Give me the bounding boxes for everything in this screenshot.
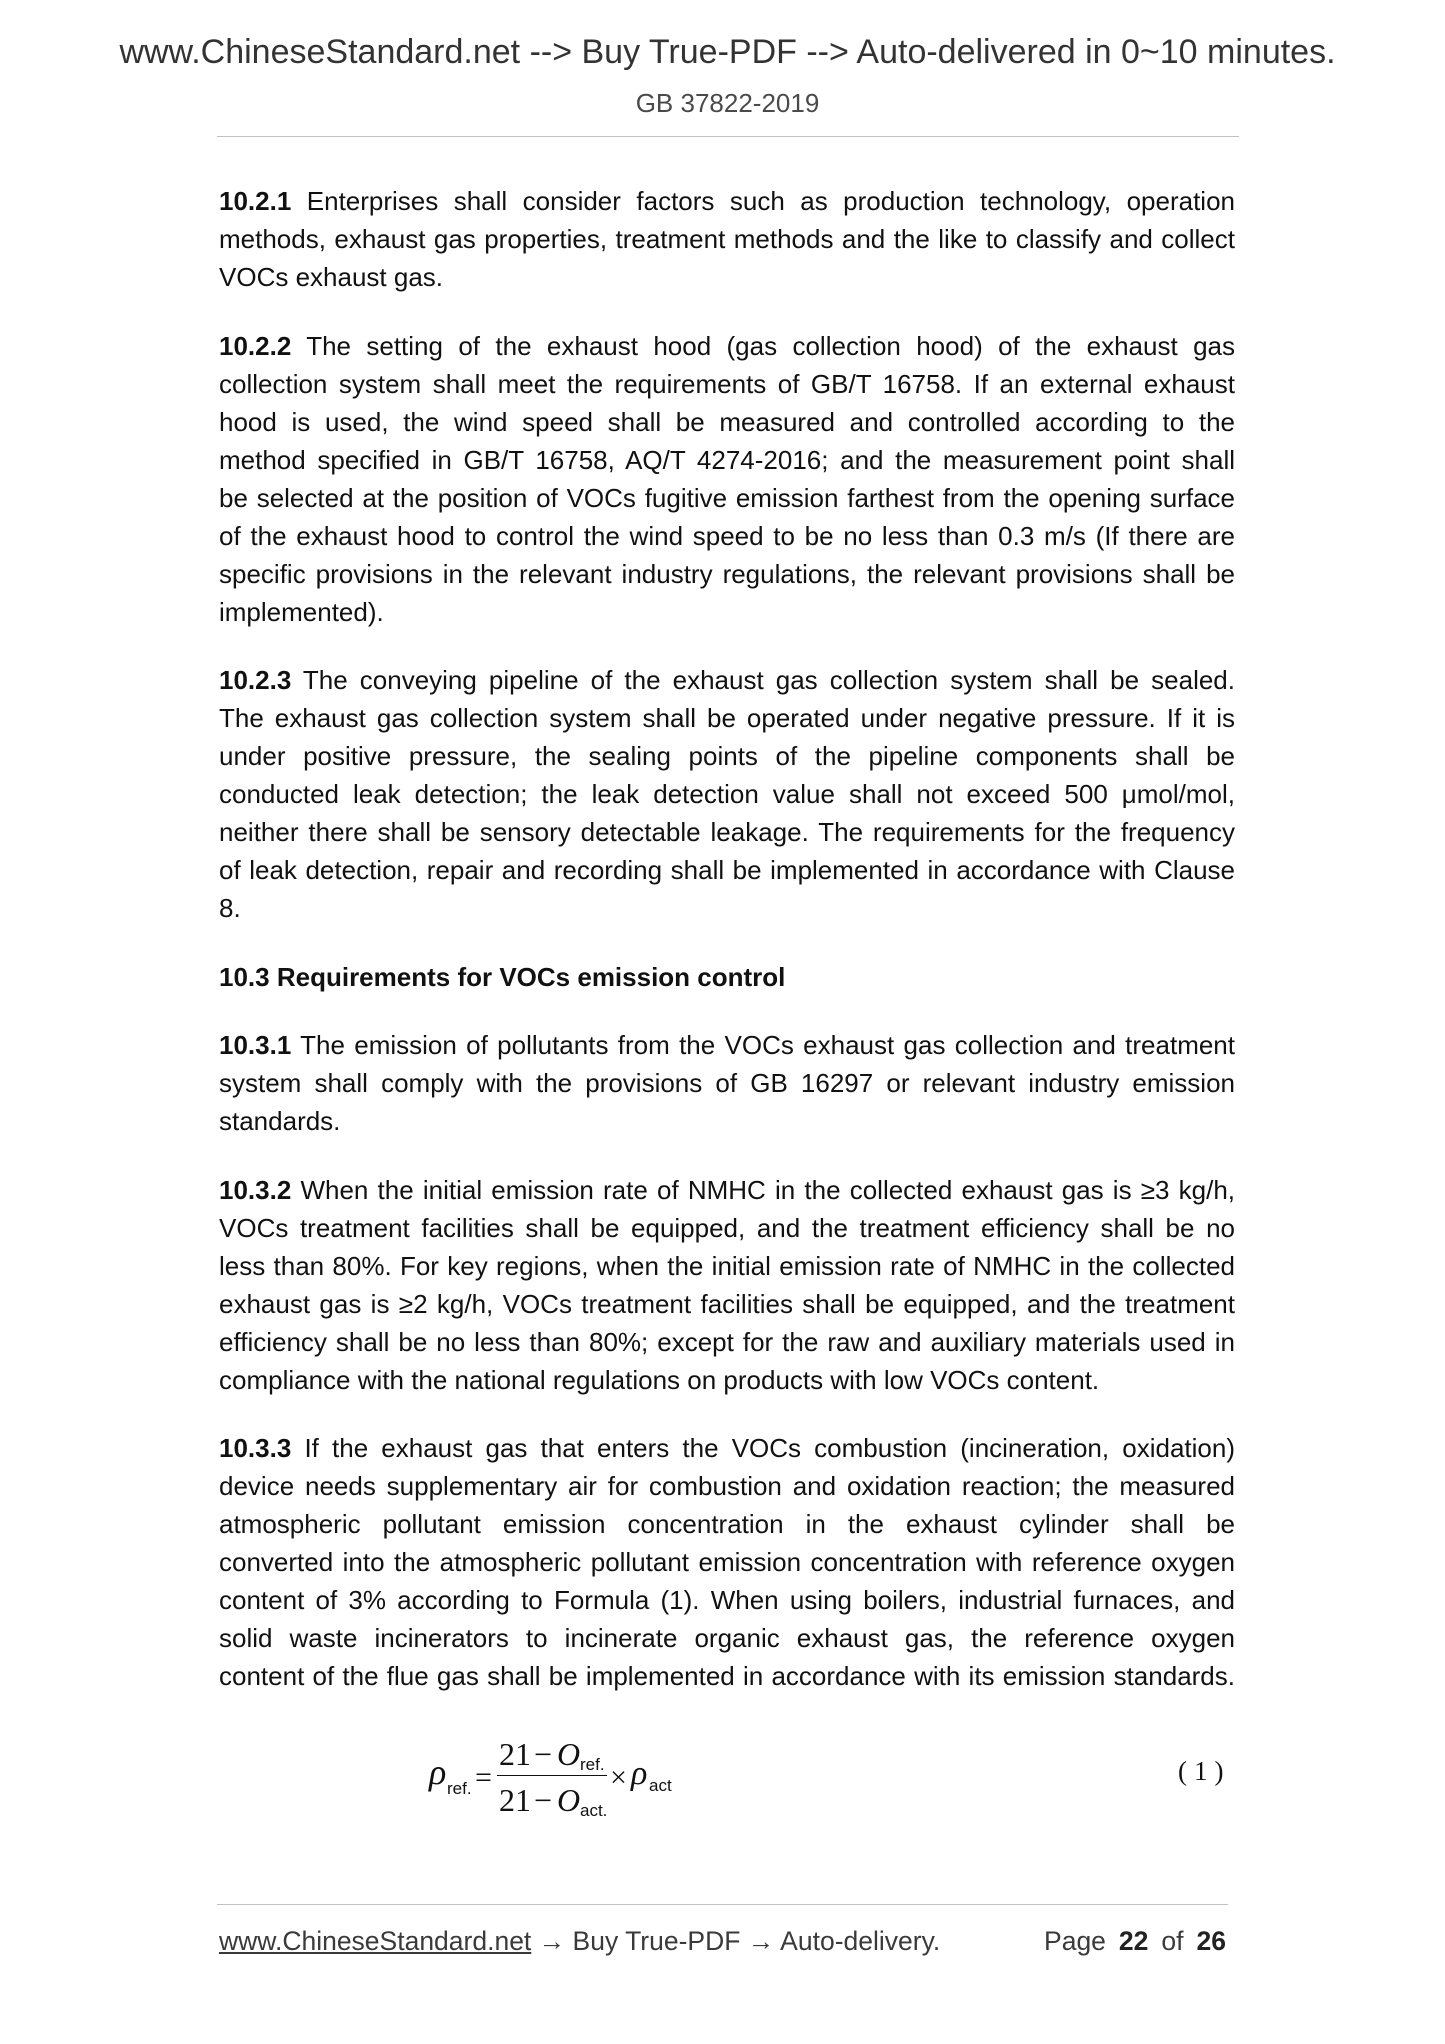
footer-divider bbox=[217, 1904, 1228, 1905]
clause-text: When the initial emission rate of NMHC in the collected exhaust gas is ≥3 kg/h, bbox=[300, 1174, 1235, 1205]
text-line: system shall comply with the provisions of GB 16297 or relevant industry emission bbox=[219, 1068, 1235, 1098]
text-line: VOCs treatment facilities shall be equipped, and the treatment efficiency shall be no bbox=[219, 1212, 1235, 1243]
text-line: VOCs exhaust gas. bbox=[219, 262, 443, 292]
text-line: content of 3% according to Formula (1). When using boilers, industrial furnaces, and bbox=[219, 1585, 1235, 1615]
clause-10-3-3 bbox=[219, 1429, 1235, 1695]
text-line: of the exhaust hood to control the wind speed to be no less than 0.3 m/s (If there are bbox=[219, 520, 1235, 551]
text-line: 8. bbox=[219, 893, 241, 923]
heading-line bbox=[219, 958, 1235, 996]
formula-denominator-subscript: act. bbox=[580, 1801, 608, 1820]
formula-denominator-oxygen: O bbox=[557, 1782, 581, 1818]
text-line: compliance with the national regulations on products with low VOCs content. bbox=[219, 1364, 1100, 1395]
text-line bbox=[219, 661, 1235, 699]
text-line bbox=[219, 1171, 1235, 1209]
text-line: method specified in GB/T 16758, AQ/T 4274-2016; and the measurement point shall bbox=[219, 444, 1235, 475]
clause-10-2-1 bbox=[219, 182, 1235, 296]
clause-number: 10.3.1 bbox=[219, 1030, 292, 1060]
formula-denominator-constant: 21 bbox=[499, 1782, 531, 1818]
header-banner: www.ChineseStandard.net --> Buy True-PDF --> Auto-delivered in 0~10 minutes. bbox=[119, 33, 1336, 71]
clause-text: If the exhaust gas that enters the VOCs combustion (incineration, oxidation) bbox=[304, 1433, 1235, 1463]
text-line: converted into the atmospheric pollutant emission concentration with reference oxygen bbox=[219, 1547, 1235, 1577]
formula-numerator-subscript: ref. bbox=[580, 1755, 605, 1774]
text-line bbox=[219, 1026, 1235, 1064]
clause-10-2-3 bbox=[219, 661, 1235, 927]
formula-denominator-minus: − bbox=[534, 1782, 553, 1818]
text-line: The exhaust gas collection system shall be operated under negative pressure. If it is bbox=[219, 703, 1235, 733]
document-body bbox=[219, 182, 1235, 1726]
clause-number: 10.3.3 bbox=[219, 1433, 292, 1463]
text-line: less than 80%. For key regions, when the initial emission rate of NMHC in the collected bbox=[219, 1250, 1235, 1281]
clause-number: 10.2.2 bbox=[219, 330, 292, 361]
text-line: efficiency shall be no less than 80%; except for the raw and auxiliary materials used in bbox=[219, 1326, 1235, 1357]
text-line: standards. bbox=[219, 1106, 341, 1136]
text-line bbox=[219, 1429, 1235, 1467]
text-line: content of the flue gas shall be implemented in accordance with its emission standards. bbox=[219, 1661, 1235, 1691]
page-of-label: of bbox=[1161, 1926, 1184, 1956]
text-line: of leak detection, repair and recording shall be implemented in accordance with Clause bbox=[219, 855, 1235, 885]
section-number: 10.3 bbox=[219, 961, 270, 992]
clause-10-3-2 bbox=[219, 1171, 1235, 1399]
section-heading bbox=[219, 958, 1235, 996]
clause-text: The conveying pipeline of the exhaust gas collection system shall be sealed. bbox=[302, 665, 1235, 695]
clause-text: The setting of the exhaust hood (gas collection hood) of the exhaust gas bbox=[306, 330, 1235, 361]
text-line: implemented). bbox=[219, 596, 384, 627]
text-line: under positive pressure, the sealing points of the pipeline components shall be bbox=[219, 741, 1235, 771]
formula-number: (1) bbox=[1178, 1756, 1231, 1786]
clause-10-3-1 bbox=[219, 1026, 1235, 1140]
clause-number: 10.2.1 bbox=[219, 186, 292, 216]
standard-code: GB 37822-2019 bbox=[635, 88, 820, 118]
clause-number: 10.3.2 bbox=[219, 1174, 292, 1205]
text-line bbox=[219, 182, 1235, 220]
footer-site-link[interactable]: www.ChineseStandard.net bbox=[219, 1926, 532, 1956]
text-line: atmospheric pollutant emission concentration in the exhaust cylinder shall be bbox=[219, 1509, 1235, 1539]
formula-equals: = bbox=[475, 1761, 492, 1794]
formula-lhs-rho: ρ bbox=[429, 1752, 447, 1792]
text-line: methods, exhaust gas properties, treatment methods and the like to classify and collect bbox=[219, 224, 1235, 254]
text-line bbox=[219, 327, 1235, 365]
page-label: Page bbox=[1044, 1926, 1106, 1956]
footer-promo bbox=[219, 1926, 940, 1956]
text-line: neither there shall be sensory detectable leakage. The requirements for the frequency bbox=[219, 817, 1235, 847]
text-line: solid waste incinerators to incinerate organic exhaust gas, the reference oxygen bbox=[219, 1623, 1235, 1653]
section-title: Requirements for VOCs emission control bbox=[276, 961, 786, 992]
formula-times: × bbox=[610, 1761, 627, 1794]
clause-number: 10.2.3 bbox=[219, 665, 292, 695]
formula-numerator-minus: − bbox=[534, 1736, 553, 1772]
text-line: be selected at the position of VOCs fugitive emission farthest from the opening surface bbox=[219, 482, 1235, 513]
formula-lhs-subscript: ref. bbox=[447, 1779, 472, 1798]
clause-10-2-2 bbox=[219, 327, 1235, 631]
formula-fraction-bar bbox=[497, 1775, 607, 1776]
text-line: specific provisions in the relevant industry regulations, the relevant provisions shall be bbox=[219, 558, 1235, 589]
text-line: hood is used, the wind speed shall be measured and controlled according to the bbox=[219, 406, 1235, 437]
clause-text: Enterprises shall consider factors such as production technology, operation bbox=[306, 186, 1235, 216]
formula-numerator-oxygen: O bbox=[557, 1736, 581, 1772]
text-line: device needs supplementary air for combustion and oxidation reaction; the measured bbox=[219, 1471, 1235, 1501]
formula-rhs-rho: ρ bbox=[631, 1755, 648, 1792]
formula-rhs-subscript: act bbox=[649, 1776, 672, 1795]
formula-numerator-constant: 21 bbox=[499, 1736, 531, 1772]
text-line: exhaust gas is ≥2 kg/h, VOCs treatment facilities shall be equipped, and the treatment bbox=[219, 1288, 1235, 1319]
text-line: collection system shall meet the requirements of GB/T 16758. If an external exhaust bbox=[219, 368, 1235, 399]
text-line: conducted leak detection; the leak detection value shall not exceed 500 μmol/mol, bbox=[219, 779, 1235, 809]
page-indicator bbox=[1044, 1926, 1226, 1956]
page-total: 26 bbox=[1196, 1926, 1226, 1956]
footer-promo-text: → Buy True-PDF → Auto-delivery. bbox=[538, 1926, 941, 1956]
clause-text: The emission of pollutants from the VOCs exhaust gas collection and treatment bbox=[300, 1030, 1235, 1060]
page-current: 22 bbox=[1118, 1926, 1149, 1956]
header-divider bbox=[217, 136, 1239, 137]
